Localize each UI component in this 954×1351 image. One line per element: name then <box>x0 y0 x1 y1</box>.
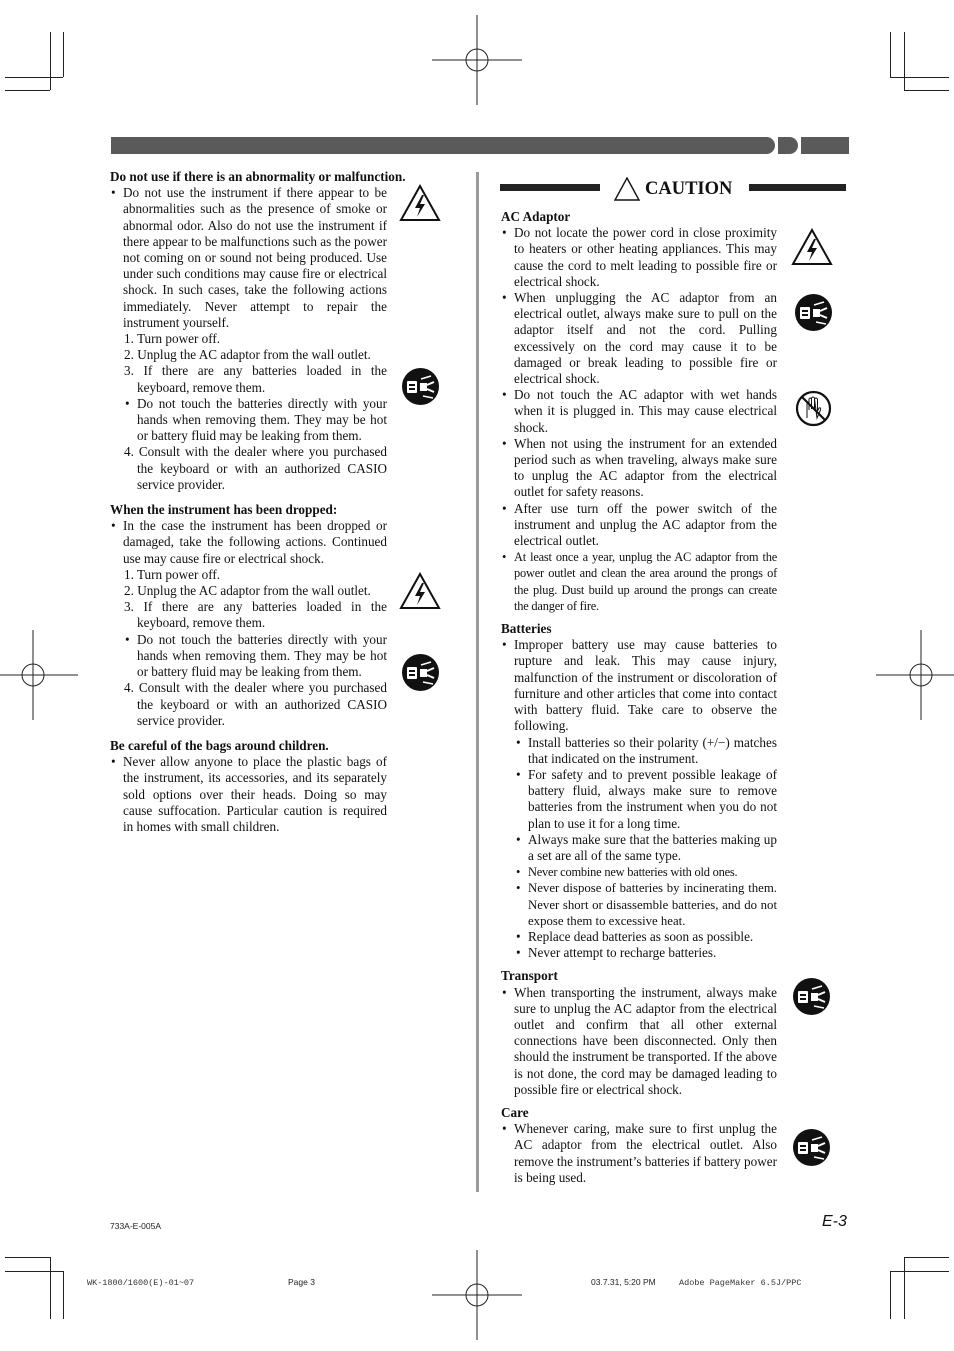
list-item: • Install batteries so their polarity (+/−) matches that indicated on the instrument. <box>515 735 777 767</box>
print-datetime: 03.7.31, 5:20 PM <box>591 1277 656 1287</box>
crop-mark <box>63 1271 64 1319</box>
crop-mark <box>63 32 64 77</box>
caution-triangle-icon <box>614 177 640 201</box>
crop-mark <box>904 1257 949 1258</box>
crop-mark <box>904 1257 905 1319</box>
column-divider <box>476 172 479 1192</box>
electric-shock-warning-icon <box>399 184 441 222</box>
electric-shock-warning-icon <box>791 228 833 266</box>
crop-mark <box>5 77 63 78</box>
left-column <box>110 169 406 835</box>
list-item: • Do not touch the batteries directly with your hands when removing them. They may be hot or battery fluid may be leaking from them. <box>124 632 387 681</box>
list-item: • Never combine new batteries with old ones. <box>515 864 777 880</box>
header-bar-tab <box>778 137 798 154</box>
file-name: WK-1800/1600(E)-01~07 <box>87 1278 195 1288</box>
crop-mark <box>890 1271 949 1272</box>
electric-shock-warning-icon <box>399 572 441 610</box>
print-page-label: Page 3 <box>288 1277 315 1287</box>
list-item: • Do not locate the power cord in close proximity to heaters or other heating appliances. This may cause the cord to melt leading to possible fire or electrical shock. <box>501 225 777 290</box>
section-heading: Batteries <box>501 621 552 637</box>
list-item: • Improper battery use may cause batteries to rupture and leak. This may cause injury, malfunction of the instrument or discoloration of furniture and other articles that come into contact with battery fluid. Take care to observe the following. <box>501 637 777 734</box>
list-item: • Never attempt to recharge batteries. <box>515 945 777 961</box>
section-heading: Do not use if there is an abnormality or malfunction. <box>110 169 406 184</box>
crop-mark <box>50 1257 51 1319</box>
list-item: • Do not touch the AC adaptor with wet hands when it is plugged in. This may cause electrical shock. <box>501 387 777 436</box>
list-item: • Do not use the instrument if there appear to be abnormalities such as the presence of smoke or abnormal odor. Also do not use the instrument if there appear to be malfunctions such as the power not coming on or sound not being produced. Use under such conditions may cause fire or electrical shock. In such cases, take the following actions immediately. Never attempt to repair the instrument yourself. <box>110 185 387 331</box>
caution-rule <box>500 184 600 191</box>
list-item: • When transporting the instrument, always make sure to unplug the AC adaptor from the electrical outlet and confirm that all other external connections have been disconnected. Only then should the instrument be transported. If the above is not done, the cord may be damaged leading to possible fire or electrical shock. <box>501 985 777 1098</box>
crop-mark <box>5 1271 63 1272</box>
list-item: • Always make sure that the batteries making up a set are all of the same type. <box>515 832 777 864</box>
step-item: 2. Unplug the AC adaptor from the wall outlet. <box>124 583 371 599</box>
registration-mark <box>432 15 522 105</box>
unplug-icon <box>792 977 831 1016</box>
registration-mark <box>0 630 78 720</box>
list-item: • In the case the instrument has been dropped or damaged, take the following actions. Continued use may cause fire or electrical shock. <box>110 518 387 567</box>
section-heading: AC Adaptor <box>501 209 571 224</box>
caution-rule <box>749 184 846 191</box>
unplug-icon <box>794 293 833 332</box>
unplug-icon <box>792 1128 831 1167</box>
section-heading: Care <box>501 1104 529 1120</box>
crop-mark <box>5 90 50 91</box>
unplug-icon <box>401 367 440 406</box>
list-item: • Never allow anyone to place the plastic bags of the instrument, its accessories, and its separately sold options over their heads. Doing so may cause suffocation. Particular caution is required in homes with small children. <box>110 754 387 835</box>
registration-mark <box>876 630 954 720</box>
crop-mark <box>890 77 949 78</box>
header-bar <box>111 137 775 154</box>
document-code: 733A-E-005A <box>110 1221 162 1231</box>
step-item: 4. Consult with the dealer where you purchased the keyboard or with an authorized CASIO service provider. <box>124 680 387 728</box>
crop-mark <box>890 32 891 77</box>
crop-mark <box>904 90 949 91</box>
list-item: • Replace dead batteries as soon as possible. <box>515 929 777 945</box>
list-item: • When unplugging the AC adaptor from an electrical outlet, always make sure to pull on the adaptor itself and not the cord. Pulling excessively on the cord may cause it to be damaged or break leading to possible fire or electrical shock. <box>501 290 777 387</box>
list-item: • After use turn off the power switch of the instrument and unplug the AC adaptor from the electrical outlet. <box>501 501 777 550</box>
step-item: 1. Turn power off. <box>124 566 221 582</box>
list-item: • Never dispose of batteries by incinerating them. Never short or disassemble batteries, and do not expose them to excessive heat. <box>515 880 777 929</box>
section-heading: Be careful of the bags around children. <box>110 737 329 753</box>
list-item: • Do not touch the batteries directly with your hands when removing them. They may be hot or battery fluid may be leaking from them. <box>124 396 387 445</box>
step-item: 4. Consult with the dealer where you purchased the keyboard or with an authorized CASIO service provider. <box>124 444 387 492</box>
crop-mark <box>890 1271 891 1319</box>
list-item: • At least once a year, unplug the AC adaptor from the power outlet and clean the area around the prongs of the plug. Dust build up around the prongs can create the danger of fire. <box>501 549 777 614</box>
section-heading: When the instrument has been dropped: <box>110 502 338 518</box>
no-wet-hands-icon <box>795 390 832 427</box>
page-number: E-3 <box>822 1213 847 1230</box>
crop-mark <box>904 32 905 90</box>
caution-heading <box>614 176 732 202</box>
list-item: • Whenever caring, make sure to first unplug the AC adaptor from the electrical outlet. Also remove the instrument’s batteries if battery power is being used. <box>501 1121 777 1186</box>
print-application: Adobe PageMaker 6.5J/PPC <box>679 1278 802 1288</box>
list-item: • For safety and to prevent possible leakage of battery fluid, always make sure to remove batteries from the instrument when you do not plan to use it for a long time. <box>515 767 777 832</box>
registration-mark <box>432 1250 522 1340</box>
caution-title: CAUTION <box>645 178 733 199</box>
header-bar-tab <box>801 137 849 154</box>
step-item: 1. Turn power off. <box>124 331 221 347</box>
list-item: • When not using the instrument for an extended period such as when traveling, always make sure to unplug the AC adaptor from the electrical outlet for safety reasons. <box>501 436 777 501</box>
crop-mark <box>5 1257 50 1258</box>
unplug-icon <box>401 653 440 692</box>
step-item: 3. If there are any batteries loaded in the keyboard, remove them. <box>124 363 387 395</box>
right-column <box>501 209 777 1186</box>
step-item: 3. If there are any batteries loaded in the keyboard, remove them. <box>124 599 387 631</box>
section-heading: Transport <box>501 968 558 984</box>
crop-mark <box>50 32 51 90</box>
step-item: 2. Unplug the AC adaptor from the wall outlet. <box>124 347 371 363</box>
